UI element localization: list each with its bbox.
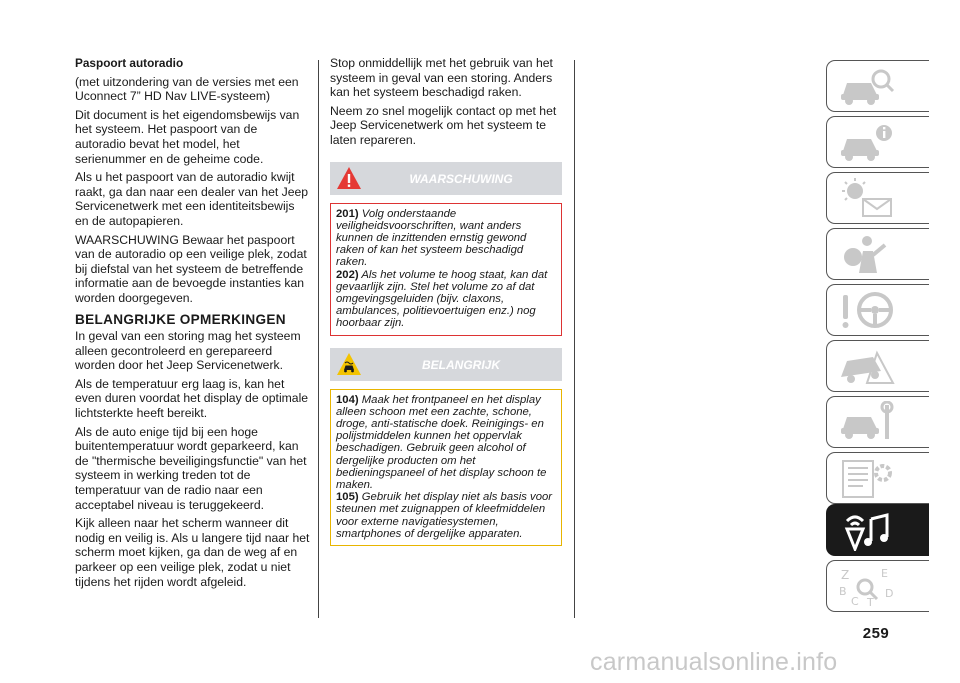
section-heading: BELANGRIJKE OPMERKINGEN	[75, 311, 286, 327]
section-title: Paspoort autoradio	[75, 56, 184, 70]
paragraph: Als u het paspoort van de autoradio kwijt raakt, ga dan naar een dealer van het Jeep Servicenetwerk met een identiteitsbewijs en de autopapieren.	[75, 170, 309, 228]
paragraph: Als de auto enige tijd bij een hoge buitentemperatuur wordt geparkeerd, kan de "thermische beveiligingsfunctie" van het systeem in werking treden tot de temperatuur van de radio naar een acceptabel niveau is teruggekeerd.	[75, 424, 307, 512]
chapter-tab-car-wrench[interactable]	[826, 396, 929, 448]
paragraph: In geval van een storing mag het systeem alleen gecontroleerd en gerepareerd worden door het Jeep Servicenetwerk.	[75, 329, 301, 373]
lights-mail-icon	[837, 177, 897, 219]
chapter-tab-car-crash[interactable]	[826, 340, 929, 392]
important-item	[336, 394, 556, 492]
airbag-person-icon	[837, 233, 897, 275]
svg-text:D: D	[885, 587, 894, 600]
paragraph: Kijk alleen naar het scherm wanneer dit nodig en veilig is. Als u langere tijd naar het scherm moet kijken, ga dan de weg af en parkeer op een veilige plek, zodat u niet tijdens het rijden wordt afgeleid.	[75, 516, 310, 589]
paragraph: Als de temperatuur erg laag is, kan het even duren voordat het display de optimale lichtsterkte heeft bereikt.	[75, 376, 309, 421]
chapter-tab-lights-mail[interactable]	[826, 172, 929, 224]
car-info-icon	[837, 121, 897, 163]
important-label: BELANGRIJK	[421, 357, 500, 372]
paragraph: WAARSCHUWING Bewaar het paspoort van de autoradio op een veilige plek, zodat bij diefstal van het systeem de betreffende informatie aan de bevoegde instanties kan worden doorgegeven.	[75, 232, 307, 305]
svg-text:Z: Z	[841, 568, 850, 582]
chapter-tab-steering[interactable]	[826, 284, 929, 336]
svg-text:T: T	[867, 596, 874, 607]
chapter-tab-index[interactable]	[826, 560, 929, 612]
paragraph: Stop onmiddellijk met het gebruik van het systeem in geval van een storing. Anders kan het systeem beschadigd raken.	[330, 56, 553, 100]
chapter-tab-multimedia[interactable]	[826, 504, 929, 556]
warning-text: Als het volume te hoog staat, kan dat gevaarlijk zijn. Stel het volume zo af dat omgevingsgeluiden (bijv. claxons, ambulances, politievoertuigen enz.) nog hoorbaar zijn.	[336, 268, 548, 330]
column-divider	[574, 60, 575, 618]
important-number: 105)	[336, 491, 359, 504]
svg-text:E: E	[881, 567, 888, 580]
paragraph: Dit document is het eigendomsbewijs van het systeem. Het paspoort van de autoradio bevat het model, het serienummer en de geheime code.	[75, 107, 300, 166]
warning-number: 201)	[336, 207, 359, 220]
car-crash-icon	[837, 345, 897, 387]
warning-item	[336, 269, 556, 330]
important-text: Gebruik het display niet als basis voor steunen met zuignappen of kleefmiddelen voor externe navigatiesystemen, smartphones of dergelijke apparaten.	[336, 491, 553, 540]
chapter-tab-airbag[interactable]	[826, 228, 929, 280]
chapter-tab-car-info[interactable]	[826, 116, 929, 168]
radio-music-icon	[837, 509, 897, 551]
watermark: carmanualsonline.info	[590, 648, 838, 676]
car-wrench-icon	[837, 401, 897, 443]
car-search-icon	[837, 65, 897, 107]
important-text: Maak het frontpaneel en het display alleen schoon met een zachte, schone, droge, anti-statische doek. Reinigings- en polijstmiddelen kunnen het oppervlak beschadigen. Gebruik geen alcohol of dergelijke producten om het bedieningspaneel of het display schoon te maken.	[336, 393, 547, 492]
important-item	[336, 491, 556, 540]
warning-item	[336, 208, 556, 269]
chapter-tab-list-settings[interactable]	[826, 452, 929, 504]
list-gear-icon	[837, 457, 897, 499]
warning-banner	[330, 162, 562, 195]
page-number: 259	[862, 625, 890, 642]
alphabet-index-icon	[837, 565, 897, 607]
paragraph: (met uitzondering van de versies met een Uconnect 7” HD Nav LIVE-systeem)	[75, 74, 299, 104]
steering-wheel-icon	[837, 289, 897, 331]
warning-label: WAARSCHUWING	[409, 171, 513, 186]
important-box	[330, 389, 562, 546]
warning-box	[330, 203, 562, 336]
warning-text: Volg onderstaande veiligheidsvoorschriften, want anders kunnen de inzittenden ernstig gewond raken of kan het systeem beschadigd raken.	[336, 207, 527, 269]
left-column	[75, 56, 311, 593]
right-column	[330, 56, 562, 546]
column-divider	[318, 60, 319, 618]
paragraph: Neem zo snel mogelijk contact op met het Jeep Servicenetwerk om het systeem te laten repareren.	[330, 103, 557, 147]
warning-number: 202)	[336, 268, 359, 281]
svg-text:B: B	[839, 585, 847, 598]
important-banner	[330, 348, 562, 381]
chapter-tab-car-search[interactable]	[826, 60, 929, 112]
svg-text:C: C	[851, 595, 859, 607]
important-number: 104)	[336, 393, 359, 406]
